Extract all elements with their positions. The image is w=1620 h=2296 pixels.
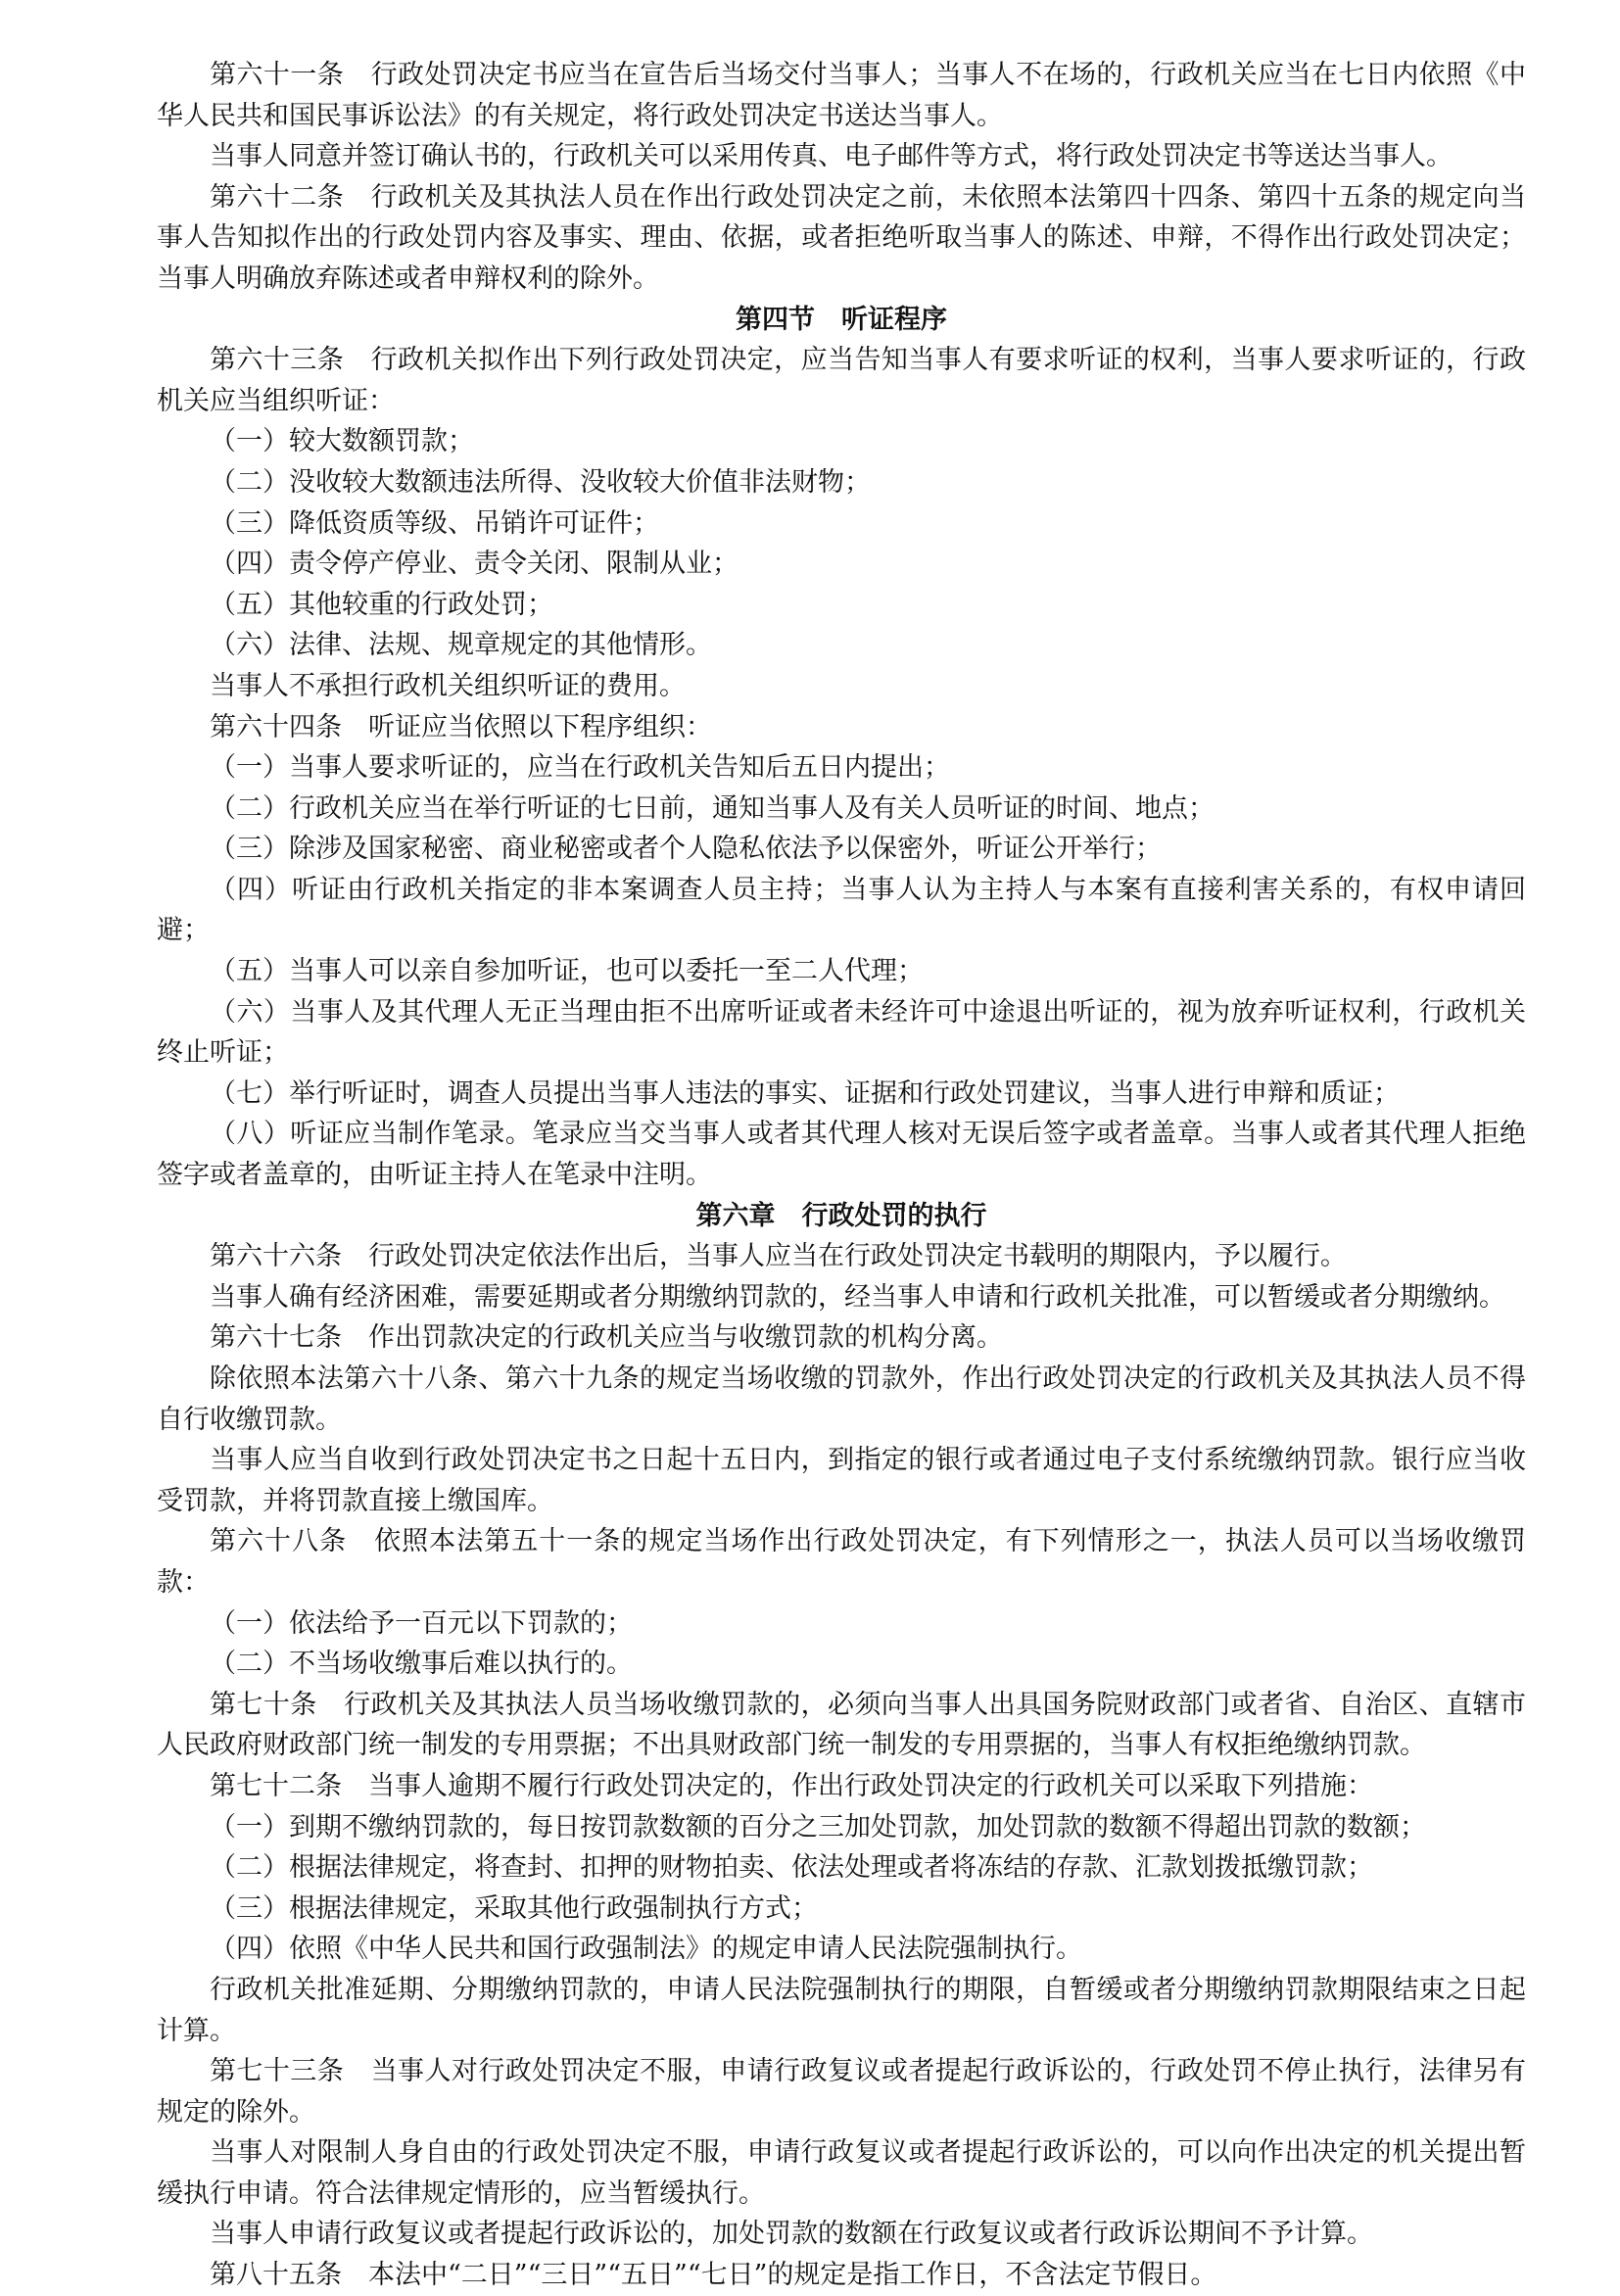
body-paragraph: 当事人对限制人身自由的行政处罚决定不服，申请行政复议或者提起行政诉讼的，可以向作出决定的机关提出暂缓执行申请。符合法律规定情形的，应当暂缓执行。 <box>157 2137 1526 2209</box>
body-paragraph: （八）听证应当制作笔录。笔录应当交当事人或者其代理人核对无误后签字或者盖章。当事人或者其代理人拒绝签字或者盖章的，由听证主持人在笔录中注明。 <box>157 1119 1526 1191</box>
body-paragraph: （三）根据法律规定，采取其他行政强制执行方式； <box>210 1892 818 1924</box>
body-paragraph: 第六十三条 行政机关拟作出下列行政处罚决定，应当告知当事人有要求听证的权利，当事人要求听证的，行政机关应当组织听证： <box>157 345 1526 416</box>
body-paragraph: （五）当事人可以亲自参加听证，也可以委托一至二人代理； <box>210 956 924 987</box>
body-paragraph: 当事人确有经济困难，需要延期或者分期缴纳罚款的，经当事人申请和行政机关批准，可以暂缓或者分期缴纳。 <box>210 1281 1505 1313</box>
body-paragraph: （一）较大数额罚款； <box>210 426 474 457</box>
body-paragraph: （六）法律、法规、规章规定的其他情形。 <box>210 630 712 661</box>
body-paragraph: （一）依法给予一百元以下罚款的； <box>210 1607 633 1639</box>
document-page <box>157 55 1526 2296</box>
body-paragraph: （二）根据法律规定，将查封、扣押的财物拍卖、依法处理或者将冻结的存款、汇款划拨抵缴罚款； <box>210 1852 1373 1884</box>
body-paragraph: 当事人应当自收到行政处罚决定书之日起十五日内，到指定的银行或者通过电子支付系统缴纳罚款。银行应当收受罚款，并将罚款直接上缴国库。 <box>157 1445 1526 1516</box>
body-paragraph: 第六十六条 行政处罚决定依法作出后，当事人应当在行政处罚决定书载明的期限内，予以履行。 <box>210 1241 1347 1272</box>
body-paragraph: （四）责令停产停业、责令关闭、限制从业； <box>210 549 739 580</box>
body-paragraph: 第六十八条 依照本法第五十一条的规定当场作出行政处罚决定，有下列情形之一，执法人员可以当场收缴罚款： <box>157 1526 1526 1598</box>
body-paragraph: （三）降低资质等级、吊销许可证件； <box>210 507 659 539</box>
body-paragraph: （五）其他较重的行政处罚； <box>210 589 553 620</box>
body-paragraph: 第六十七条 作出罚款决定的行政机关应当与收缴罚款的机构分离。 <box>210 1322 1003 1354</box>
body-paragraph: 行政机关批准延期、分期缴纳罚款的，申请人民法院强制执行的期限，自暂缓或者分期缴纳罚款期限结束之日起计算。 <box>157 1974 1526 2046</box>
body-paragraph: 第六十二条 行政机关及其执法人员在作出行政处罚决定之前，未依照本法第四十四条、第四十五条的规定向当事人告知拟作出的行政处罚内容及事实、理由、依据，或者拒绝听取当事人的陈述、申辩，不得作出行政处罚决定；当事人明确放弃陈述或者申辩权利的除外。 <box>157 181 1526 294</box>
body-paragraph: （四）听证由行政机关指定的非本案调查人员主持；当事人认为主持人与本案有直接利害关系的，有权申请回避； <box>157 874 1526 946</box>
body-paragraph: 第六十四条 听证应当依照以下程序组织： <box>210 711 712 742</box>
body-paragraph: （七）举行听证时，调查人员提出当事人违法的事实、证据和行政处罚建议，当事人进行申辩和质证； <box>210 1077 1400 1109</box>
body-paragraph: 第七十三条 当事人对行政处罚决定不服，申请行政复议或者提起行政诉讼的，行政处罚不停止执行，法律另有规定的除外。 <box>157 2056 1526 2128</box>
body-paragraph: （六）当事人及其代理人无正当理由拒不出席听证或者未经许可中途退出听证的，视为放弃听证权利，行政机关终止听证； <box>157 996 1526 1069</box>
body-paragraph: （一）到期不缴纳罚款的，每日按罚款数额的百分之三加处罚款，加处罚款的数额不得超出罚款的数额； <box>210 1811 1426 1842</box>
body-paragraph: （一）当事人要求听证的，应当在行政机关告知后五日内提出； <box>210 752 950 784</box>
body-paragraph: 当事人同意并签订确认书的，行政机关可以采用传真、电子邮件等方式，将行政处罚决定书等送达当事人。 <box>210 141 1453 172</box>
section-heading: 第四节 听证程序 <box>736 304 947 335</box>
body-paragraph: （四）依照《中华人民共和国行政强制法》的规定申请人民法院强制执行。 <box>210 1934 1082 1965</box>
body-paragraph: （二）不当场收缴事后难以执行的。 <box>210 1649 633 1680</box>
body-paragraph: （二）没收较大数额违法所得、没收较大价值非法财物； <box>210 466 871 498</box>
body-paragraph: 当事人不承担行政机关组织听证的费用。 <box>210 670 686 701</box>
body-paragraph: （三）除涉及国家秘密、商业秘密或者个人隐私依法予以保密外，听证公开举行； <box>210 834 1162 865</box>
body-paragraph: 第七十条 行政机关及其执法人员当场收缴罚款的，必须向当事人出具国务院财政部门或者省、自治区、直辖市人民政府财政部门统一制发的专用票据；不出具财政部门统一制发的专用票据的，当事人有权拒绝缴纳罚款。 <box>157 1689 1526 1761</box>
body-paragraph: 除依照本法第六十八条、第六十九条的规定当场收缴的罚款外，作出行政处罚决定的行政机关及其执法人员不得自行收缴罚款。 <box>157 1363 1526 1435</box>
body-paragraph: （二）行政机关应当在举行听证的七日前，通知当事人及有关人员听证的时间、地点； <box>210 792 1215 824</box>
body-paragraph: 第七十二条 当事人逾期不履行行政处罚决定的，作出行政处罚决定的行政机关可以采取下列措施： <box>210 1770 1373 1801</box>
body-paragraph: 第六十一条 行政处罚决定书应当在宣告后当场交付当事人；当事人不在场的，行政机关应当在七日内依照《中华人民共和国民事诉讼法》的有关规定，将行政处罚决定书送达当事人。 <box>157 60 1526 131</box>
section-heading: 第六章 行政处罚的执行 <box>695 1200 987 1231</box>
body-paragraph: 第八十五条 本法中“二日”“三日”“五日”“七日”的规定是指工作日，不含法定节假日。 <box>210 2260 1217 2291</box>
body-paragraph: 当事人申请行政复议或者提起行政诉讼的，加处罚款的数额在行政复议或者行政诉讼期间不予计算。 <box>210 2219 1373 2250</box>
